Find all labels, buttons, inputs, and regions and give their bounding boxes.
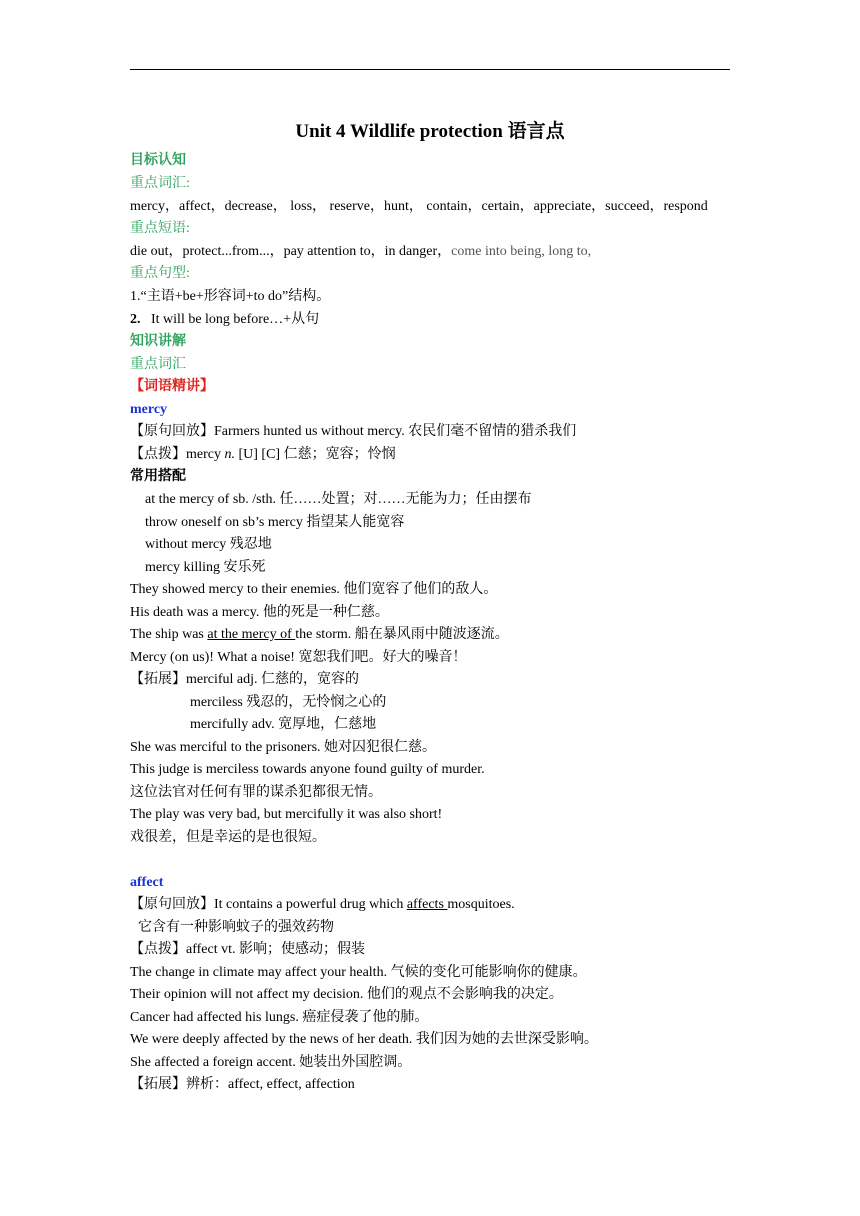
mercy-collocation-3: without mercy 残忍地 (145, 537, 272, 552)
page-title: Unit 4 Wildlife protection 语言点 (295, 121, 565, 142)
phrases-part-b: come into being, long to, (451, 244, 592, 259)
mercy-collocation-2: throw oneself on sb’s mercy 指望某人能宽容 (145, 515, 405, 530)
mercy-example-7: The play was very bad, but mercifully it was also short! (130, 807, 443, 822)
mercy-example-3 (130, 626, 509, 644)
mercy-example-6-cn: 这位法官对任何有罪的谋杀犯都很无情。 (130, 785, 382, 800)
affect-example-3: Cancer had affected his lungs. 癌症侵袭了他的肺。 (130, 1010, 429, 1025)
mercy-tip (130, 446, 396, 464)
mercy-example-3-b: the storm. 船在暴风雨中随波逐流。 (295, 627, 509, 642)
mercy-collocation-1: at the mercy of sb. /sth. 任……处置；对……无能为力；任由摆布 (145, 492, 532, 507)
sentence-2-number: 2. (130, 312, 141, 327)
heading-phrases: 重点短语: (130, 221, 190, 236)
word-affect: affect (130, 875, 164, 890)
affect-original-b: mosquitoes. (447, 897, 515, 912)
heading-vocab: 重点词汇: (130, 176, 190, 191)
affect-tip: 【点拨】affect vt. 影响；使感动；假装 (130, 942, 365, 957)
sentence-2 (130, 311, 319, 329)
mercy-example-3-a: The ship was (130, 627, 208, 642)
heading-vocab-2: 重点词汇 (130, 357, 186, 372)
mercy-original: 【原句回放】Farmers hunted us without mercy. 农民们毫不留情的猎杀我们 (130, 424, 577, 439)
mercy-extension-2: merciless 残忍的，无怜悯之心的 (190, 695, 387, 710)
mercy-collocation-4: mercy killing 安乐死 (145, 560, 266, 575)
sentence-1: 1.“主语+be+形容词+to do”结构。 (130, 289, 331, 304)
mercy-collocations: 常用搭配 (130, 469, 186, 484)
phrases-part-a: die out，protect...from...，pay attention to，in danger， (130, 244, 452, 259)
heading-target: 目标认知 (130, 153, 186, 168)
affect-original (130, 896, 515, 914)
mercy-example-4: Mercy (on us)! What a noise! 宽恕我们吧。好大的噪音！ (130, 650, 467, 665)
heading-word-study: 【词语精讲】 (130, 379, 214, 394)
mercy-example-6: This judge is merciless towards anyone found guilty of murder. (130, 762, 485, 777)
mercy-example-5: She was merciful to the prisoners. 她对囚犯很仁慈。 (130, 740, 437, 755)
mercy-tip-b: [U] [C] 仁慈；宽容；怜悯 (234, 447, 396, 462)
mercy-example-2: His death was a mercy. 他的死是一种仁慈。 (130, 605, 389, 620)
affect-original-cn: 它含有一种影响蚊子的强效药物 (138, 920, 334, 935)
affect-example-2: Their opinion will not affect my decision. 他们的观点不会影响我的决定。 (130, 987, 563, 1002)
sentence-2-text: It will be long before…+从句 (151, 312, 320, 327)
mercy-tip-a: 【点拨】mercy (130, 447, 225, 462)
mercy-example-7-cn: 戏很差，但是幸运的是也很短。 (130, 830, 326, 845)
affect-extension: 【拓展】辨析：affect, effect, affection (130, 1077, 355, 1092)
mercy-extension-3: mercifully adv. 宽厚地，仁慈地 (190, 717, 377, 732)
affect-original-a: 【原句回放】It contains a powerful drug which (130, 897, 407, 912)
mercy-tip-pos: n. (224, 447, 235, 462)
mercy-example-3-underline: at the mercy of (207, 627, 296, 642)
affect-example-4: We were deeply affected by the news of her death. 我们因为她的去世深受影响。 (130, 1032, 598, 1047)
vocab-list: mercy，affect，decrease， loss， reserve，hunt， contain，certain，appreciate，succeed，respond (130, 199, 708, 214)
mercy-extension-1: 【拓展】merciful adj. 仁慈的，宽容的 (130, 672, 360, 687)
affect-original-underline: affects (406, 897, 448, 912)
heading-sentences: 重点句型: (130, 266, 190, 281)
phrases-list (130, 243, 591, 261)
mercy-example-1: They showed mercy to their enemies. 他们宽容了他们的敌人。 (130, 582, 498, 597)
heading-knowledge: 知识讲解 (130, 334, 186, 349)
word-mercy: mercy (130, 402, 168, 417)
header-rule (130, 69, 730, 70)
affect-example-5: She affected a foreign accent. 她装出外国腔调。 (130, 1055, 412, 1070)
affect-example-1: The change in climate may affect your health. 气候的变化可能影响你的健康。 (130, 965, 587, 980)
